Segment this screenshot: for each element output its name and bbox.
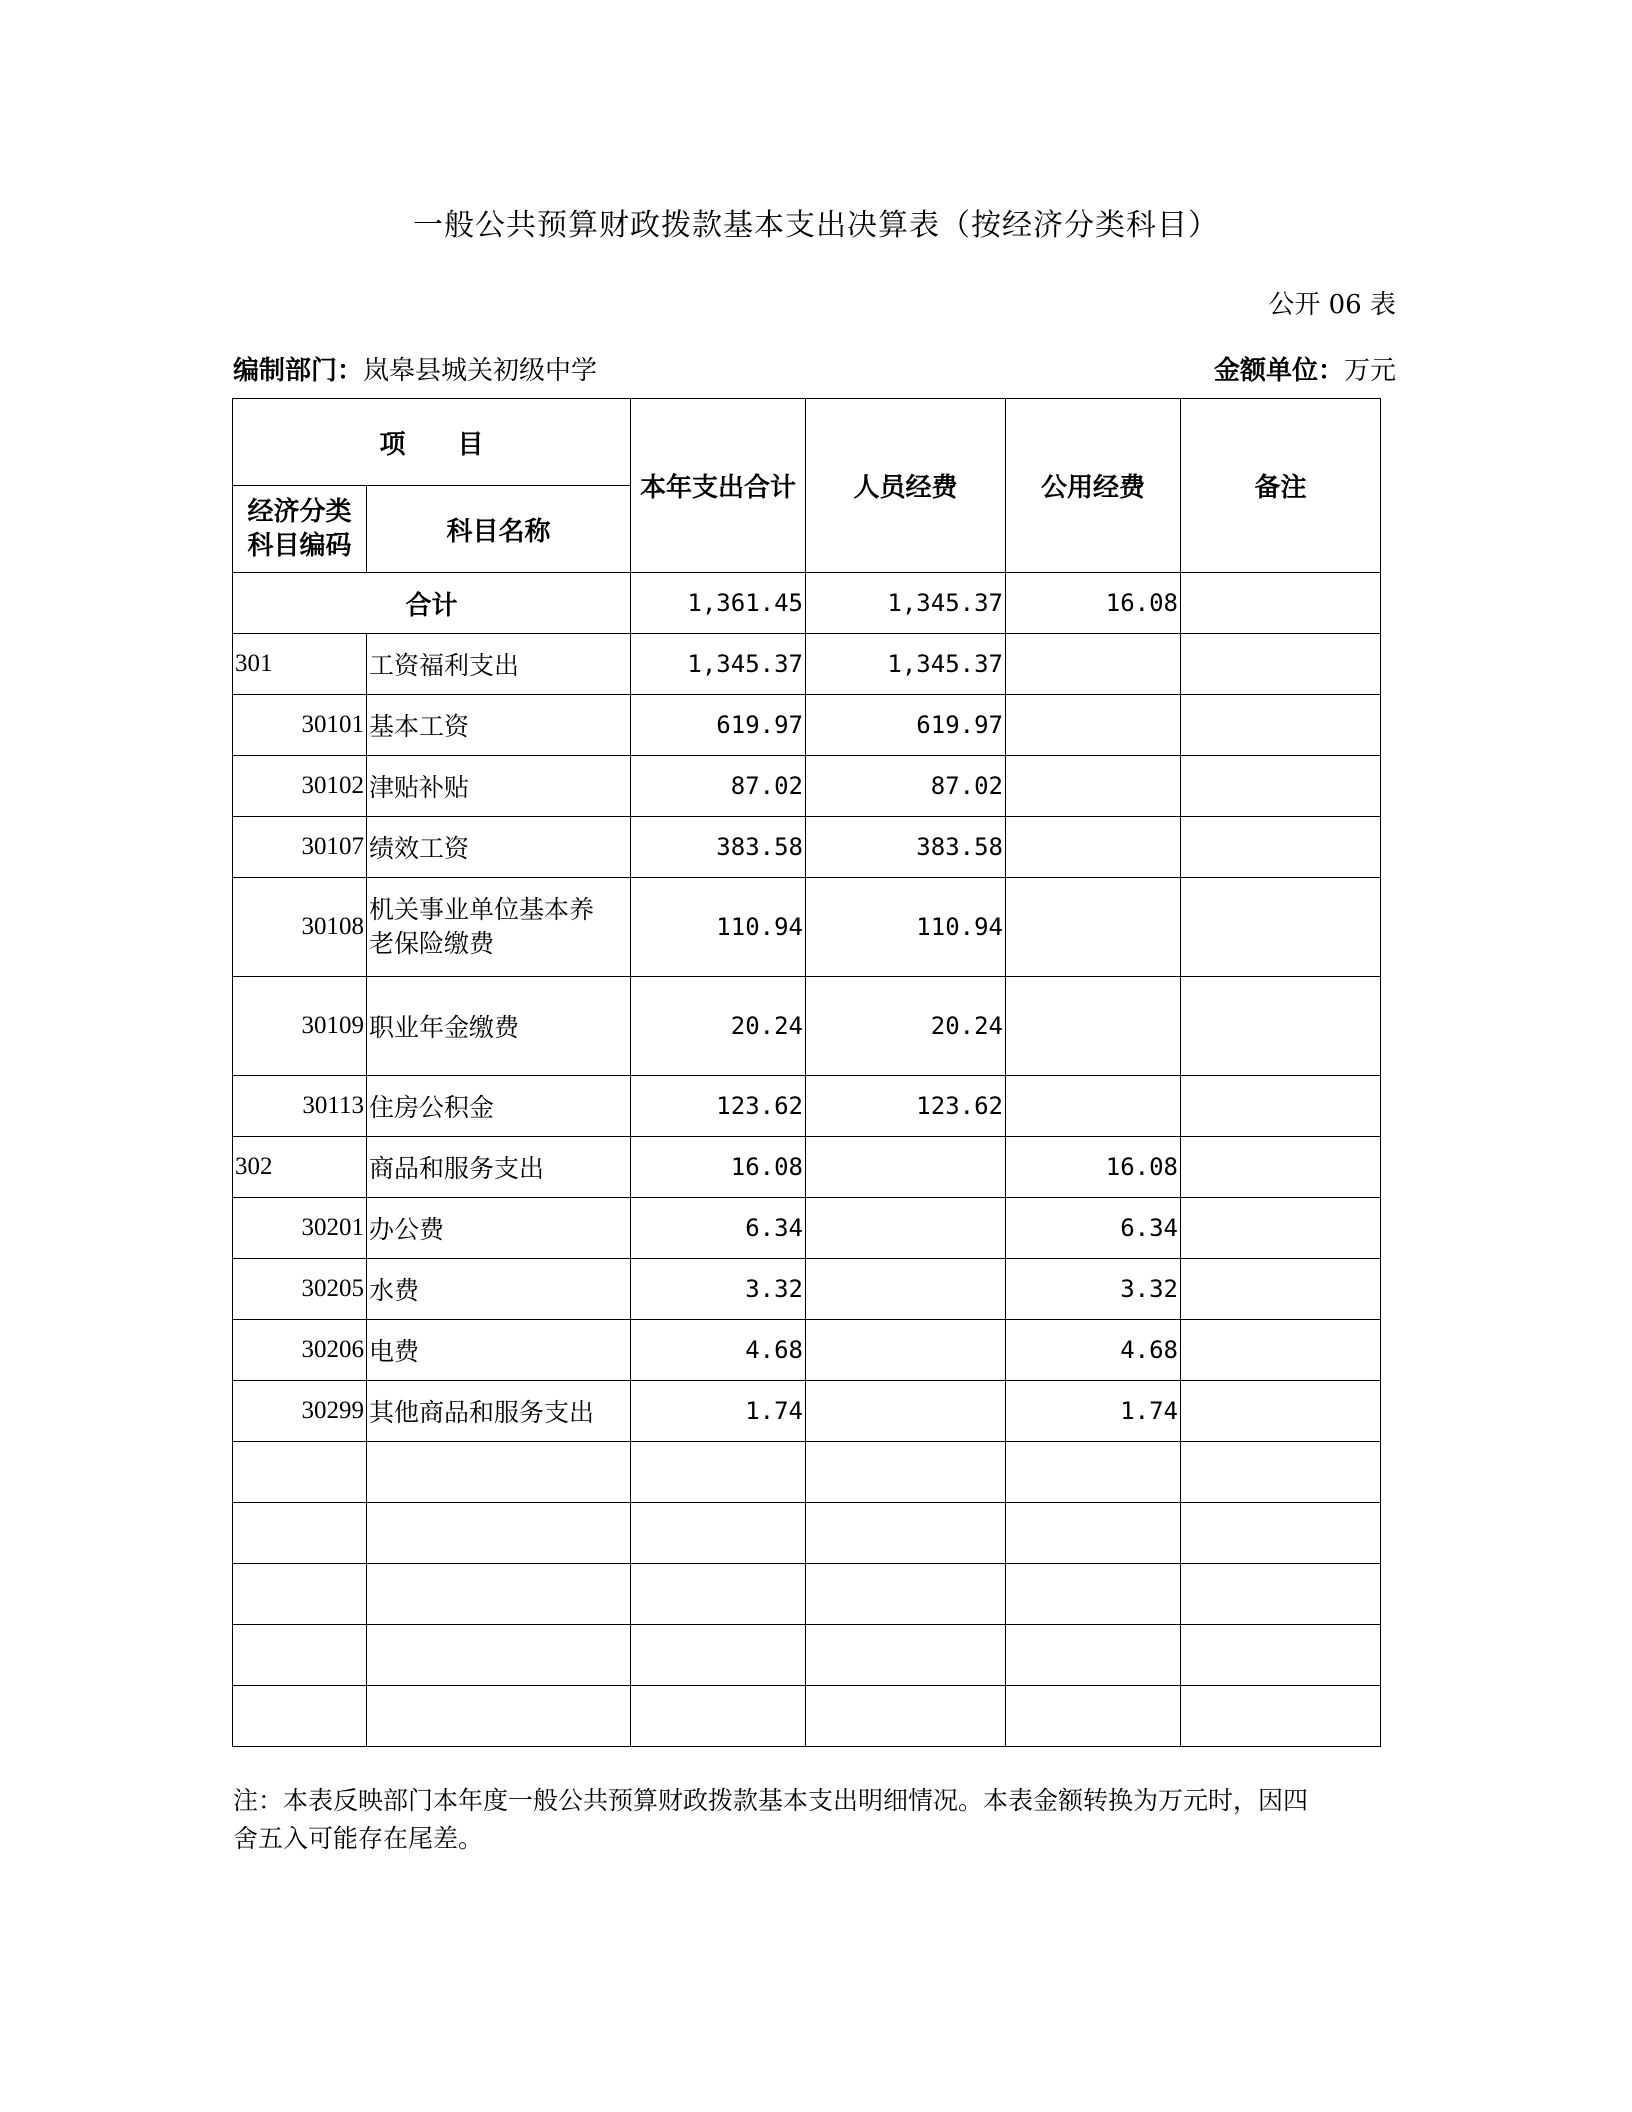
cell-name: 工资福利支出 (367, 634, 631, 695)
total-cell-public: 16.08 (1006, 573, 1181, 634)
cell-name-line2: 老保险缴费 (369, 929, 495, 958)
department-line (233, 350, 597, 387)
cell-name: 津贴补贴 (367, 756, 631, 817)
empty-cell (367, 1564, 631, 1625)
cell-remark (1181, 1381, 1381, 1442)
cell-code: 30107 (233, 817, 367, 878)
empty-row (233, 1625, 1381, 1686)
cell-total: 1.74 (631, 1381, 806, 1442)
cell-personnel (806, 1381, 1006, 1442)
table-row (233, 1137, 1381, 1198)
cell-name: 商品和服务支出 (367, 1137, 631, 1198)
empty-cell (631, 1442, 806, 1503)
table-row (233, 1198, 1381, 1259)
header-code (233, 486, 367, 573)
cell-name: 住房公积金 (367, 1076, 631, 1137)
cell-personnel: 110.94 (806, 878, 1006, 977)
cell-personnel: 619.97 (806, 695, 1006, 756)
cell-public (1006, 817, 1181, 878)
empty-cell (806, 1442, 1006, 1503)
empty-row (233, 1442, 1381, 1503)
cell-personnel: 20.24 (806, 977, 1006, 1076)
unit-line (1214, 350, 1396, 387)
total-label: 合计 (233, 573, 631, 634)
empty-cell (1181, 1564, 1381, 1625)
total-cell-total: 1,361.45 (631, 573, 806, 634)
cell-remark (1181, 977, 1381, 1076)
cell-code: 30205 (233, 1259, 367, 1320)
table-row (233, 1076, 1381, 1137)
cell-total: 87.02 (631, 756, 806, 817)
cell-code: 30201 (233, 1198, 367, 1259)
empty-cell (1181, 1625, 1381, 1686)
empty-cell (1006, 1625, 1181, 1686)
department-label: 编制部门： (233, 356, 364, 386)
empty-cell (806, 1686, 1006, 1747)
footnote-line1: 注：本表反映部门本年度一般公共预算财政拨款基本支出明细情况。本表金额转换为万元时，因四 (233, 1786, 1309, 1815)
header-personnel: 人员经费 (806, 399, 1006, 573)
cell-total: 4.68 (631, 1320, 806, 1381)
empty-cell (631, 1686, 806, 1747)
cell-personnel: 123.62 (806, 1076, 1006, 1137)
cell-public: 16.08 (1006, 1137, 1181, 1198)
table-row (233, 756, 1381, 817)
empty-cell (233, 1625, 367, 1686)
empty-cell (1006, 1564, 1181, 1625)
expenditure-table (232, 398, 1381, 1747)
header-public: 公用经费 (1006, 399, 1181, 573)
table-row (233, 695, 1381, 756)
cell-remark (1181, 634, 1381, 695)
cell-personnel (806, 1259, 1006, 1320)
cell-name: 办公费 (367, 1198, 631, 1259)
cell-code: 30108 (233, 878, 367, 977)
empty-cell (631, 1564, 806, 1625)
cell-name: 其他商品和服务支出 (367, 1381, 631, 1442)
empty-cell (806, 1625, 1006, 1686)
cell-remark (1181, 1076, 1381, 1137)
cell-public: 6.34 (1006, 1198, 1181, 1259)
empty-row (233, 1686, 1381, 1747)
empty-cell (367, 1442, 631, 1503)
header-name: 科目名称 (367, 486, 631, 573)
empty-cell (1181, 1686, 1381, 1747)
empty-row (233, 1564, 1381, 1625)
empty-cell (806, 1503, 1006, 1564)
empty-cell (631, 1625, 806, 1686)
cell-public (1006, 1076, 1181, 1137)
table-row (233, 634, 1381, 695)
cell-remark (1181, 756, 1381, 817)
cell-name: 水费 (367, 1259, 631, 1320)
cell-remark (1181, 878, 1381, 977)
cell-name: 基本工资 (367, 695, 631, 756)
cell-name: 电费 (367, 1320, 631, 1381)
cell-code: 301 (233, 634, 367, 695)
cell-public (1006, 695, 1181, 756)
cell-name (367, 878, 631, 977)
cell-remark (1181, 1137, 1381, 1198)
cell-name: 职业年金缴费 (367, 977, 631, 1076)
header-remark: 备注 (1181, 399, 1381, 573)
cell-personnel (806, 1320, 1006, 1381)
empty-cell (1006, 1503, 1181, 1564)
cell-total: 3.32 (631, 1259, 806, 1320)
cell-personnel: 1,345.37 (806, 634, 1006, 695)
cell-code: 30102 (233, 756, 367, 817)
unit-label: 金额单位： (1213, 356, 1344, 386)
cell-public: 3.32 (1006, 1259, 1181, 1320)
cell-personnel (806, 1137, 1006, 1198)
header-code-line2: 科目编码 (247, 531, 352, 561)
empty-cell (806, 1564, 1006, 1625)
cell-code: 30299 (233, 1381, 367, 1442)
empty-row (233, 1503, 1381, 1564)
cell-personnel: 383.58 (806, 817, 1006, 878)
cell-public (1006, 977, 1181, 1076)
form-number: 公开 06 表 (1268, 290, 1396, 320)
empty-cell (233, 1442, 367, 1503)
footnote-line2: 舍五入可能存在尾差。 (233, 1824, 484, 1853)
table-row (233, 977, 1381, 1076)
header-project: 项 目 (233, 399, 631, 486)
cell-code: 30101 (233, 695, 367, 756)
cell-public (1006, 634, 1181, 695)
cell-remark (1181, 817, 1381, 878)
empty-cell (1181, 1442, 1381, 1503)
total-row (233, 573, 1381, 634)
header-total: 本年支出合计 (631, 399, 806, 573)
empty-cell (233, 1503, 367, 1564)
cell-personnel (806, 1198, 1006, 1259)
cell-total: 110.94 (631, 878, 806, 977)
page-title: 一般公共预算财政拨款基本支出决算表（按经济分类科目） (413, 208, 1219, 243)
cell-code: 30113 (233, 1076, 367, 1137)
empty-cell (233, 1686, 367, 1747)
empty-cell (1006, 1442, 1181, 1503)
cell-total: 123.62 (631, 1076, 806, 1137)
total-cell-remark (1181, 573, 1381, 634)
cell-public: 1.74 (1006, 1381, 1181, 1442)
table-row (233, 1320, 1381, 1381)
table-row (233, 1259, 1381, 1320)
empty-cell (367, 1686, 631, 1747)
cell-remark (1181, 1198, 1381, 1259)
cell-total: 20.24 (631, 977, 806, 1076)
footnote (233, 1782, 1393, 1858)
cell-code: 30206 (233, 1320, 367, 1381)
empty-cell (631, 1503, 806, 1564)
cell-public: 4.68 (1006, 1320, 1181, 1381)
cell-personnel: 87.02 (806, 756, 1006, 817)
cell-remark (1181, 1320, 1381, 1381)
unit-value: 万元 (1343, 356, 1396, 386)
cell-total: 1,345.37 (631, 634, 806, 695)
cell-remark (1181, 1259, 1381, 1320)
cell-public (1006, 878, 1181, 977)
table-row (233, 817, 1381, 878)
cell-total: 619.97 (631, 695, 806, 756)
empty-cell (367, 1625, 631, 1686)
cell-name-line1: 机关事业单位基本养 (369, 895, 595, 924)
cell-code: 30109 (233, 977, 367, 1076)
empty-cell (367, 1503, 631, 1564)
header-row-1 (233, 399, 1381, 486)
cell-total: 16.08 (631, 1137, 806, 1198)
header-code-line1: 经济分类 (247, 497, 352, 527)
table-row (233, 1381, 1381, 1442)
cell-total: 6.34 (631, 1198, 806, 1259)
cell-total: 383.58 (631, 817, 806, 878)
cell-remark (1181, 695, 1381, 756)
empty-cell (233, 1564, 367, 1625)
cell-name: 绩效工资 (367, 817, 631, 878)
cell-public (1006, 756, 1181, 817)
empty-cell (1006, 1686, 1181, 1747)
table-row (233, 878, 1381, 977)
cell-code: 302 (233, 1137, 367, 1198)
department-value: 岚皋县城关初级中学 (363, 356, 598, 386)
empty-cell (1181, 1503, 1381, 1564)
total-cell-personnel: 1,345.37 (806, 573, 1006, 634)
